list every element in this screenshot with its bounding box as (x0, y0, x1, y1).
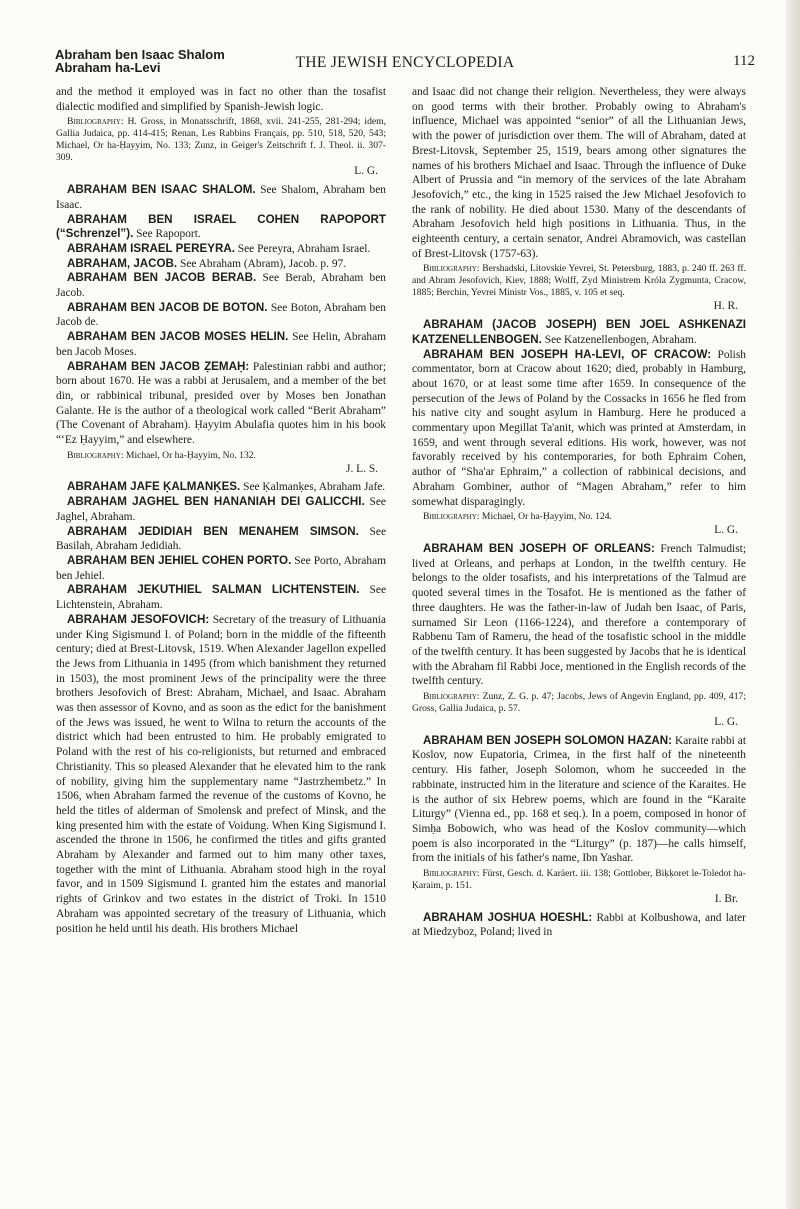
page-number: 112 (733, 53, 755, 69)
entry-headword: ABRAHAM BEN JACOB DE BOTON. (67, 300, 268, 314)
entry-text: See Katzenellenbogen, Abraham. (544, 333, 697, 346)
entry-headword: ABRAHAM BEN JEHIEL COHEN PORTO. (67, 553, 292, 567)
entry-text: See Porto, Abraham ben Jehiel. (56, 554, 386, 582)
entry-text: See Basilah, Abraham Jedidiah. (56, 525, 386, 553)
bibliography-text: H. Gross, in Monatsschrift, 1868, xvii. 241-255, 281-294; idem, Gallia Judaica, pp. 414-415; Renan, Les Rabbins Français, pp. 510, 518, 520, 543; Michael, Or ha-Ḥayyim, No. 133; Zunz, in Geiger's Zeitschrift f. J. Theol. ii. 307-309. (56, 116, 386, 164)
entry (56, 183, 386, 212)
entry-headword: ABRAHAM (JACOB JOSEPH) BEN JOEL ASHKENAZI KATZENELLENBOGEN. (412, 318, 746, 346)
entry-headword: ABRAHAM BEN JOSEPH HA-LEVI, OF CRACOW: (423, 347, 712, 361)
entry (56, 480, 386, 495)
entry-text: See Helin, Abraham ben Jacob Moses. (56, 331, 386, 358)
entry-text: See Pereyra, Abraham Israel. (237, 242, 371, 255)
bibliography-text: Zunz, Z. G. p. 47; Jacobs, Jews of Angevin England, pp. 409, 417; Gross, Gallia Judaica, p. 57. (412, 691, 746, 715)
entry (56, 257, 386, 272)
bibliography-text: Bershadski, Litovskie Yevrei, St. Petersburg, 1883, p. 240 ff. 263 ff. and Abram Jesofovich, Kiev, 1888; Wolff, Zyd Ministrem Króla Zygmunta, Cracow, 1885; Berchin, Yevrei Ministr Vos., 1885, v. 105 et seq. (412, 263, 747, 299)
entry-headword: ABRAHAM JOSHUA HOESHL: (423, 910, 593, 924)
entry-headword: ABRAHAM JEDIDIAH BEN MENAHEM SIMSON. (67, 524, 359, 538)
continuation-text: and the method it employed was in fact no other than the tosafist dialectic modified and simplified by Spanish-Jewish logic. (56, 86, 386, 113)
entry (56, 554, 386, 583)
bibliography (56, 116, 386, 164)
author-signature: L. G. (714, 716, 738, 729)
entry-text: See Abraham (Abram), Jacob. p. 97. (180, 257, 347, 270)
entry-headword: ABRAHAM, JACOB. (67, 256, 178, 270)
entry-text: Polish commentator, born at Cracow about 1620; died, probably in Hamburg, about 1670, or at least some time after 1659. In consequence of the persecution of the Jews of Poland by the Cossacks in 1656 he fled from his native city and sought asylum in Hamburg. Here he produced a commentary upon Megillat Ta'anit, which was printed at Amsterdam, in 1659, and went through several editions. His work, however, was not favorably received by his contemporaries, for both Ephraim Cohen, author of “Sha'ar Ephraim,” a collection of rabbinical decisions, and Abraham Gombiner, author of “Magen Abraham,” refer to him somewhat disparagingly. (412, 348, 746, 508)
author-signature: J. L. S. (346, 462, 378, 475)
bibliography-text: Michael, Or ha-Ḥayyim, No. 132. (125, 449, 256, 461)
bibliography-label: Bibliography: (67, 449, 124, 461)
left-column (56, 85, 386, 936)
entry-headword: ABRAHAM BEN ISRAEL COHEN RAPOPORT (“Schrenzel”). (56, 212, 386, 241)
entry-text: French Talmudist; lived at Orleans, and perhaps at London, in the twelfth century. He belongs to the older tosafists, and his interpretations of the Talmud are quoted several times in the Tosafot. He is mentioned as the father of three daughters. He was the father-in-law of Judah ben Isaac, of Paris, surnamed Sir Leon (1166-1224), and therefore a contemporary of Rabbenu Tam of Rameru, the head of the tosafistic school in the middle of the twelfth century. It has been suggested by Jacobs that he is identical with the Abraham fil Rabbi Joce, mentioned in the English records of the twelfth century. (412, 542, 746, 688)
entry-text: Karaite rabbi at Koslov, now Eupatoria, Crimea, in the first half of the nineteenth century. His father, Joseph Solomon, whom he succeeded in the rabbinate, instructed him in the literature and science of the Karaites. He is the author of six Hebrew poems, which are found in the “Karaite Liturgy” (Vienna ed., pp. 168 et seq.). In a poem, composed in honor of Simḥa Bobowich, who was head of the Koslov community—which poem is also incorporated in the “Liturgy” (p. 187)—he calls himself, from the initials of his father's name, Ibn Yashar. (412, 734, 746, 865)
author-signature: H. R. (713, 300, 738, 313)
entry-headword: ABRAHAM JAGHEL BEN HANANIAH DEI GALICCHI. (67, 495, 365, 509)
bibliography-label: Bibliography: (423, 511, 480, 523)
bibliography (412, 263, 746, 299)
entry (412, 318, 746, 347)
bibliography-label: Bibliography: (423, 263, 480, 275)
entry (56, 330, 386, 359)
entry (56, 301, 386, 330)
entry (56, 271, 386, 300)
entry-headword: ABRAHAM JEKUTHIEL SALMAN LICHTENSTEIN. (67, 583, 360, 597)
entry-text: See Shalom, Abraham ben Isaac. (56, 184, 386, 211)
entry-headword: ABRAHAM BEN JOSEPH SOLOMON HAZAN: (423, 733, 673, 747)
bibliography (56, 450, 386, 462)
running-head-first: Abraham ben Isaac Shalom (55, 47, 225, 62)
encyclopedia-title: THE JEWISH ENCYCLOPEDIA (295, 54, 515, 71)
entry (56, 360, 386, 448)
author-signature: I. Br. (714, 893, 738, 906)
entry-text: See Boton, Abraham ben Jacob de. (56, 301, 386, 329)
entry (412, 734, 746, 866)
entry-text: Rabbi at Kolbushowa, and later at Miedzyboz, Poland; lived in (412, 911, 746, 939)
running-head-last: Abraham ha-Levi (55, 60, 161, 75)
bibliography-label: Bibliography: (67, 116, 124, 128)
bibliography (412, 691, 746, 715)
entry (412, 911, 746, 940)
author-signature: L. G. (714, 524, 738, 537)
page-header (55, 48, 755, 78)
entry-text: See Rapoport. (136, 228, 201, 241)
entry-text: See Jaghel, Abraham. (56, 496, 386, 523)
entry (56, 495, 386, 524)
author-signature: L. G. (354, 165, 378, 178)
entry-headword: ABRAHAM BEN ISAAC SHALOM. (67, 183, 256, 197)
page-edge (786, 0, 800, 1209)
entry-text: Palestinian rabbi and author; born about 1670. He was a rabbi at Jerusalem, and a member of the bet din, or rabbinical tribunal, presided over by Moses ben Jonathan Galante. He is the author of a theological work called “Berit Abraham” (The Covenant of Abraham). Ḥayyim Abulafia quotes him in his book “‘Ez Ḥayyim,” and elsewhere. (56, 360, 386, 447)
entry-headword: ABRAHAM JESOFOVICH: (67, 612, 210, 626)
entry-headword: ABRAHAM BEN JACOB BERAB. (67, 271, 257, 285)
entry (56, 613, 386, 936)
entry-headword: ABRAHAM ISRAEL PEREYRA. (67, 241, 235, 255)
entry (56, 242, 386, 257)
bibliography-label: Bibliography: (423, 868, 480, 880)
entry-headword: ABRAHAM JAFE ḲALMANḲES. (67, 480, 241, 494)
entry-headword: ABRAHAM BEN JOSEPH OF ORLEANS: (423, 541, 655, 555)
entry-headword: ABRAHAM BEN JACOB MOSES HELIN. (67, 330, 289, 344)
continuation-text: and Isaac did not change their religion. Nevertheless, they were always on good terms with their brother. Probably owing to Abraham's influence, Michael was appointed “senior” of all the Lithuanian Jews, with the power of jurisdiction over them. The will of Abraham, dated at Brest-Litovsk, September 25, 1519, bears among other signatures the names of his brothers Michael and Isaac. Through the influence of Duke Albert of Prussia and “in memory of the services of the late Abraham Jesofovich,” etc., the king in 1525 raised the Jew Michael Jesofovich to the rank of nobility. He died about 1530. Many of the descendants of Abraham Jesofovich held high positions in Lithuania. Thus, in the eighteenth century, a certain senator, Andrei Abramovich, was castellan of Brest-Litovsk (1757-63). (412, 86, 746, 260)
entry (56, 525, 386, 554)
entry-text: See Berab, Abraham ben Jacob. (56, 272, 386, 300)
entry (56, 213, 386, 242)
entry (412, 542, 746, 689)
bibliography (412, 868, 746, 892)
entry-headword: ABRAHAM BEN JACOB ẒEMAḤ: (67, 359, 250, 373)
entry (56, 583, 386, 612)
entry (412, 348, 746, 510)
entry-text: Secretary of the treasury of Lithuania under King Sigismund I. of Poland; born in the middle of the fifteenth century; died at Brest-Litovsk, 1519. When Alexander Jagellon expelled the Jews from Lithuania in 1495 (from which banishment they returned in 1503), the most prominent Jews of the principality were the three brothers Jesofovich of Brest: Abraham, Michael, and Isaac. Abraham was then assessor of Kovno, and as soon as the edict for the banishment of the Jews was issued, he went to Wilna to return the accounts of the district which had been entrusted to him. He probably emigrated to Poland with the rest of his co-religionists, but returned and embraced Christianity. This so pleased Alexander that he elevated him to the rank of nobility, giving him the supplementary name “Jastrzhembetz.” In 1506, when Abraham farmed the revenue of the customs of Kovno, he held the titles of alderman of Smolensk and prefect of Minsk, and the king presented him with the estate of Voidung. When King Sigismund I. ascended the throne in 1506, he confirmed the titles and gifts granted Abraham by Alexander and farmed out to him many other taxes, together with the mint of Lithuania. Abraham stood high in the royal favor, and in 1509 Sigismund I. granted him the estates and manorial rights of Grinkov and two estates in the district of Troki. In 1510 Abraham was appointed secretary of the treasury of Lithuania, which position he held until his death. His brothers Michael (56, 613, 386, 935)
entry-text: See Ḳalmanḳes, Abraham Jafe. (243, 481, 386, 494)
bibliography-label: Bibliography: (423, 691, 480, 703)
bibliography-text: Michael, Or ha-Ḥayyim, No. 124. (481, 511, 612, 523)
bibliography (412, 511, 746, 523)
bibliography-text: Fürst, Gesch. d. Karäert. iii. 138; Gottlober, Biḳḳoret le-Toledot ha-Ḳaraim, p. 151. (412, 868, 746, 892)
right-column (412, 85, 746, 940)
entry-text: See Lichtenstein, Abraham. (56, 584, 386, 612)
